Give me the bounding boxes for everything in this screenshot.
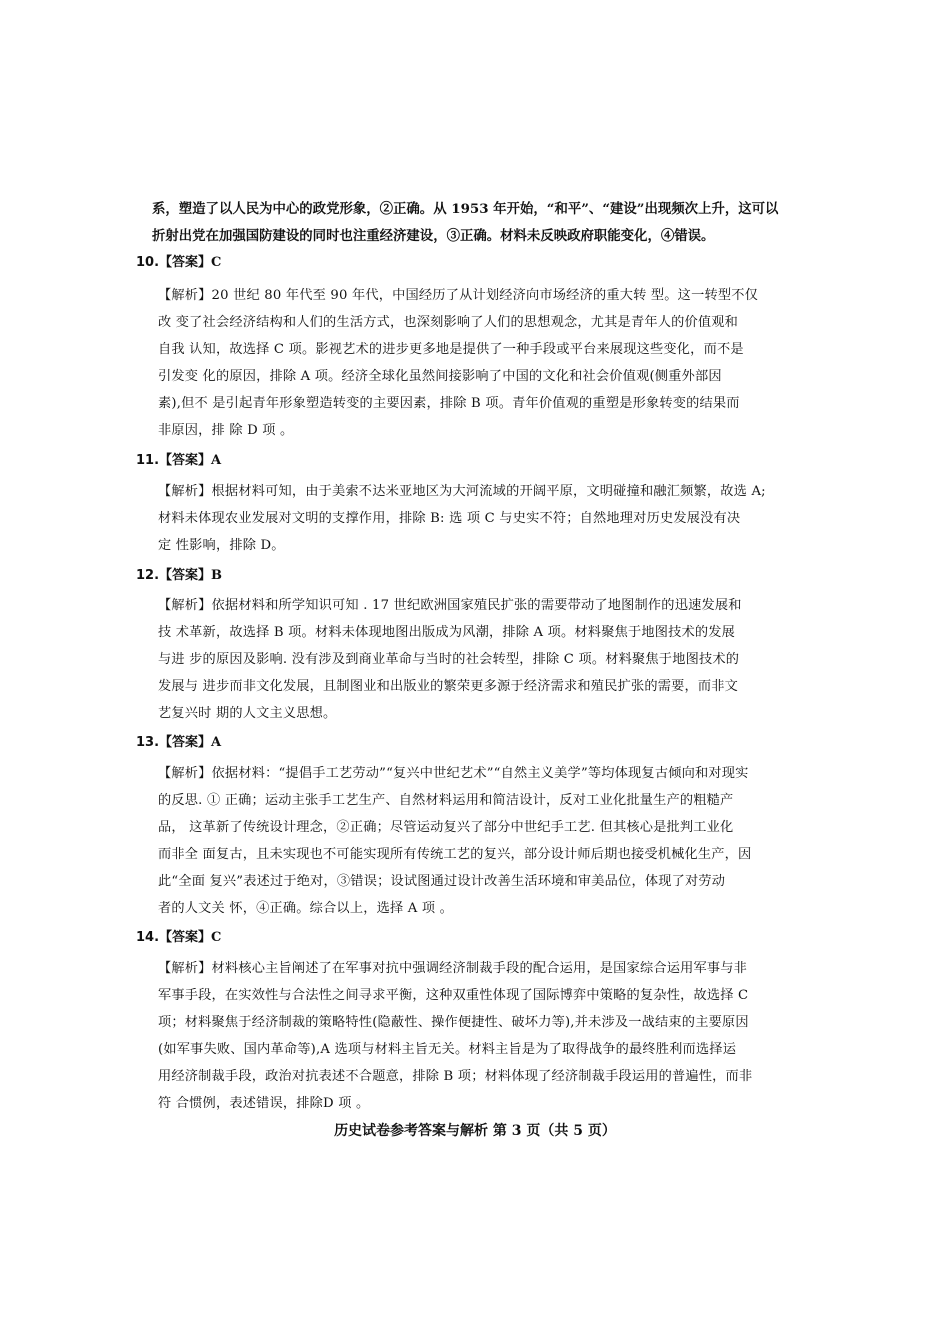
explanation — [158, 282, 794, 444]
explanation-line: 技 术革新，故选择 B 项。材料未体现地图出版成为风潮，排除 A 项。材料聚焦于地图技术的发展 — [158, 625, 736, 640]
answer-header — [136, 566, 222, 586]
explanation-line: 引发变 化的原因，排除 A 项。经济全球化虽然间接影响了中国的文化和社会价值观(侧重外部因 — [158, 369, 722, 384]
explanation-line: 者的人文关 怀，④正确。综合以上，选择 A 项 。 — [158, 901, 454, 916]
explanation-line: 符 合惯例，表述错误，排除D 项 。 — [158, 1096, 370, 1111]
explanation-line: 的反思. ① 正确；运动主张手工艺生产、自然材料运用和简洁设计，反对工业化批量生产的粗糙产 — [158, 793, 734, 808]
explanation-line: 自我 认知，故选择 C 项。影视艺术的进步更多地是提供了一种手段或平台来展现这些变化，而不是 — [158, 342, 744, 357]
answer-choice: A — [211, 453, 222, 468]
explanation-line: 发展与 进步而非文化发展，且制图业和出版业的繁荣更多源于经济需求和殖民扩张的需要，而非文 — [158, 679, 739, 694]
answer-label: 12.【答案】 — [136, 568, 212, 583]
answer-header — [136, 928, 221, 948]
answer-header — [136, 733, 221, 753]
explanation-line: (如军事失败、国内革命等),A 选项与材料主旨无关。材料主旨是为了取得战争的最终胜利而选择运 — [158, 1042, 737, 1057]
explanation-line: 【解析】20 世纪 80 年代至 90 年代，中国经历了从计划经济向市场经济的重大转 型。这一转型不仅 — [158, 288, 759, 303]
explanation-line: 用经济制裁手段，政治对抗表述不合题意，排除 B 项；材料体现了经济制裁手段运用的普遍性，而非 — [158, 1069, 753, 1084]
explanation-line: 非原因，排 除 D 项 。 — [158, 423, 294, 438]
explanation-line: 艺复兴时 期的人文主义思想。 — [158, 706, 337, 721]
continuation-line: 系，塑造了以人民为中心的政党形象，②正确。从 1953 年开始，“和平”、“建设”出现频次上升，这可以 — [152, 201, 779, 217]
explanation-line: 【解析】依据材料和所学知识可知 . 17 世纪欧洲国家殖民扩张的需要带动了地图制作的迅速发展和 — [158, 598, 742, 613]
explanation-line: 项；材料聚焦于经济制裁的策略特性(隐蔽性、操作便捷性、破坏力等),并未涉及一战结束的主要原因 — [158, 1015, 749, 1030]
answer-header — [136, 451, 221, 471]
answer-label: 13.【答案】 — [136, 735, 212, 750]
explanation-line: 【解析】材料核心主旨阐述了在军事对抗中强调经济制裁手段的配合运用，是国家综合运用军事与非 — [158, 961, 748, 976]
explanation-line: 定 性影响，排除 D。 — [158, 538, 285, 553]
explanation-line: 【解析】根据材料可知，由于美索不达米亚地区为大河流域的开阔平原，文明碰撞和融汇频繁，故选 A; — [158, 484, 766, 499]
explanation — [158, 955, 794, 1117]
explanation — [158, 478, 794, 559]
page-footer: 历史试卷参考答案与解析 第 3 页（共 5 页） — [334, 1123, 616, 1139]
explanation-line: 而非全 面复古，且未实现也不可能实现所有传统工艺的复兴，部分设计师后期也接受机械化生产，因 — [158, 847, 752, 862]
explanation-line: 素),但不 是引起青年形象塑造转变的主要因素，排除 B 项。青年价值观的重塑是形象转变的结果而 — [158, 396, 740, 411]
answer-label: 14.【答案】 — [136, 930, 212, 945]
explanation — [158, 592, 794, 727]
answer-choice: C — [211, 930, 222, 945]
continuation-line: 折射出党在加强国防建设的同时也注重经济建设，③正确。材料未反映政府职能变化，④错误。 — [152, 228, 715, 244]
answer-header — [136, 253, 221, 273]
explanation-line: 军事手段，在实效性与合法性之间寻求平衡，这种双重性体现了国际博弈中策略的复杂性，故选择 C — [158, 988, 749, 1003]
answer-choice: C — [211, 255, 222, 270]
answer-label: 10.【答案】 — [136, 255, 212, 270]
answer-label: 11.【答案】 — [136, 453, 212, 468]
explanation-line: 改 变了社会经济结构和人们的生活方式，也深刻影响了人们的思想观念，尤其是青年人的价值观和 — [158, 315, 739, 330]
continuation-paragraph — [152, 196, 792, 250]
explanation-line: 与进 步的原因及影响. 没有涉及到商业革命与当时的社会转型，排除 C 项。材料聚焦于地图技术的 — [158, 652, 740, 667]
explanation-line: 【解析】依据材料：“提倡手工艺劳动”“复兴中世纪艺术”“自然主义美学”等均体现复古倾向和对现实 — [158, 766, 749, 781]
explanation — [158, 760, 794, 922]
answer-choice: A — [211, 735, 222, 750]
explanation-line: 品， 这革新了传统设计理念，②正确；尽管运动复兴了部分中世纪手工艺. 但其核心是批判工业化 — [158, 820, 734, 835]
explanation-line: 此“全面 复兴”表述过于绝对，③错误；设试图通过设计改善生活环境和审美品位，体现了对劳动 — [158, 874, 726, 889]
explanation-line: 材料未体现农业发展对文明的支撑作用，排除 B: 选 项 C 与史实不符；自然地理对历史发展没有决 — [158, 511, 741, 526]
answer-choice: B — [211, 568, 223, 583]
